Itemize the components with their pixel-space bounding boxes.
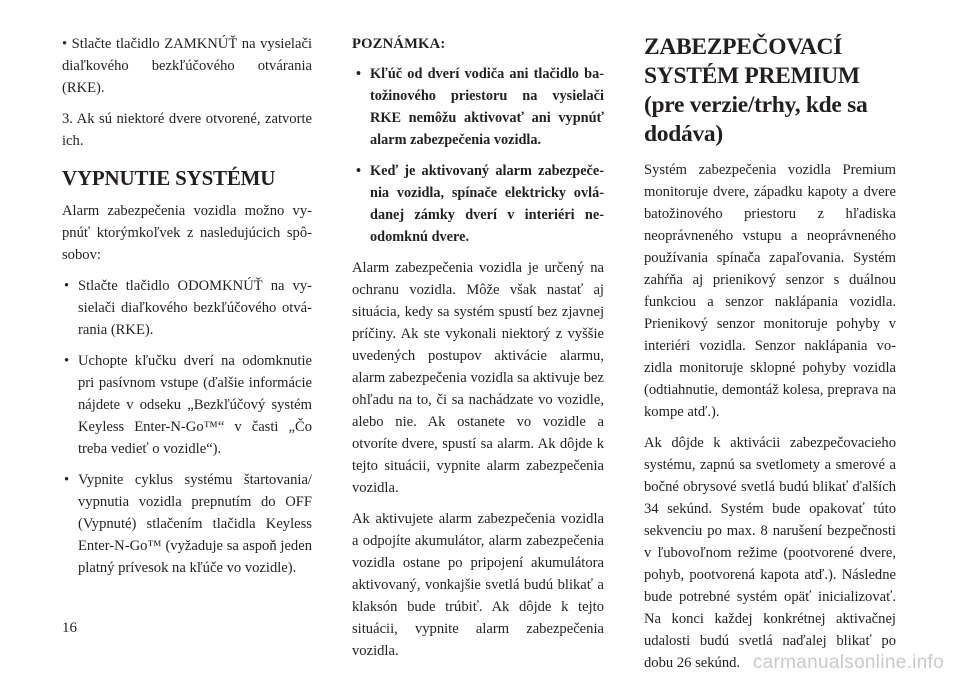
premium-paragraph-2: Ak dôjde k aktivácii zabezpečovacieho systému, zapnú sa svetlomety a smerové a bočné obrysové svetlá budú blikať ďalších 34 sekúnd. Systém bude opakovať túto sekvenciu po max. 8 narušení bezpečnosti v ľubovoľnom režime (pootvorené dvere, pohyb, pootvorená kapota atď.). Následne bude potrebné systém opäť inicializovať. Na konci každej konkrétnej aktivačnej udalosti budú svetlá naďalej blikať po dobu 26 sekúnd. (644, 435, 896, 671)
section-heading-disarm: VYPNUTIE SYSTÉMU (62, 166, 276, 190)
column-left (62, 33, 312, 588)
alarm-paragraph-1: Alarm zabezpečenia vozidla je určený na ochranu vozidla. Môže však nastať aj situácia, kedy sa systém spustí bez zjavnej príčiny. Ak ste vykonali niektorý z vyššie uvedených postupov aktivácie alarmu, alarm zabezpečenia vozidla sa aktivuje bez ohľadu na to, či sa nachádzate vo vozidle, alebo nie. Ak ostanete vo vozidle a otvoríte dvere, spustí sa alarm. Ak dôjde k tejto situácii, vypnite alarm zabezpečenia vozidla. (352, 260, 604, 496)
alarm-paragraph-2: Ak aktivujete alarm zabezpečenia vozidla a odpojíte akumulátor, alarm zabezpečenia vozidla ostane po pripojení akumulátora aktivovaný, vonkajšie svetlá budú blikať a klaksón bude trúbiť. Ak dôjde k tejto situácii, vypnite alarm zabezpečenia vozidla. (352, 511, 604, 659)
section-heading-premium: ZABEZPEČOVACÍ SYSTÉM PREMIUM (pre verzie/trhy, kde sa dodáva) (644, 34, 868, 147)
disarm-lead: Alarm zabezpečenia vozidla možno vypnúť ktorýmkoľvek z nasledujúcich spôsobov: (62, 203, 312, 263)
column-right (644, 33, 896, 683)
disarm-bullet-ignition: • Vypnite cyklus systému štartovania/ vypnutia vozidla prepnutím do OFF (Vypnuté) stlačením tlačidla Keyless Enter-N-Go™ (vyžaduje sa aspoň jeden platný prívesok na kľúče vo vozidle). (62, 469, 312, 579)
note-bullet-door-lock: • Keď je aktivovaný alarm zabezpečenia vozidla, spínače elektricky ovládanej zámky dverí v interiéri neodomknú dvere. (352, 160, 604, 248)
page-number: 16 (62, 620, 77, 636)
note-title: POZNÁMKA: (352, 36, 446, 52)
watermark: carmanualsonline.info (752, 652, 944, 673)
disarm-bullet-unlock: • Stlačte tlačidlo ODOMKNÚŤ na vysielači diaľkového bezkľúčového otvárania (RKE). (62, 275, 312, 341)
premium-paragraph-1: Systém zabezpečenia vozidla Premium monitoruje dvere, západku kapoty a dvere batožinového priestoru z hľadiska neoprávneného vstupu a neoprávneného používania spínača zapaľovania. Systém zahŕňa aj prienikový senzor s duálnou funkciou a senzor naklápania vozidla. Prienikový senzor monitoruje pohyby v interiéri vozidla. Senzor naklápania vozidla monitoruje sklopné pohyby vozidla (odtiahnutie, demontáž kolesa, preprava na kompe atď.). (644, 162, 896, 420)
intro-bullet: • Stlačte tlačidlo ZAMKNÚŤ na vysielači diaľkového bezkľúčového otvárania (RKE). (62, 36, 312, 96)
note-bullet-key: • Kľúč od dverí vodiča ani tlačidlo batožinového priestoru na vysielači RKE nemôžu aktivovať ani vypnúť alarm zabezpečenia vozidla. (352, 63, 604, 151)
disarm-bullet-door-handle: • Uchopte kľučku dverí na odomknutie pri pasívnom vstupe (ďalšie informácie nájdete v odseku „Bezkľúčový systém Keyless Enter-N-Go™“ v časti „Čo treba vedieť o vozidle“). (62, 350, 312, 460)
step-3: 3. Ak sú niektoré dvere otvorené, zatvorte ich. (62, 111, 312, 149)
column-middle (352, 33, 604, 671)
